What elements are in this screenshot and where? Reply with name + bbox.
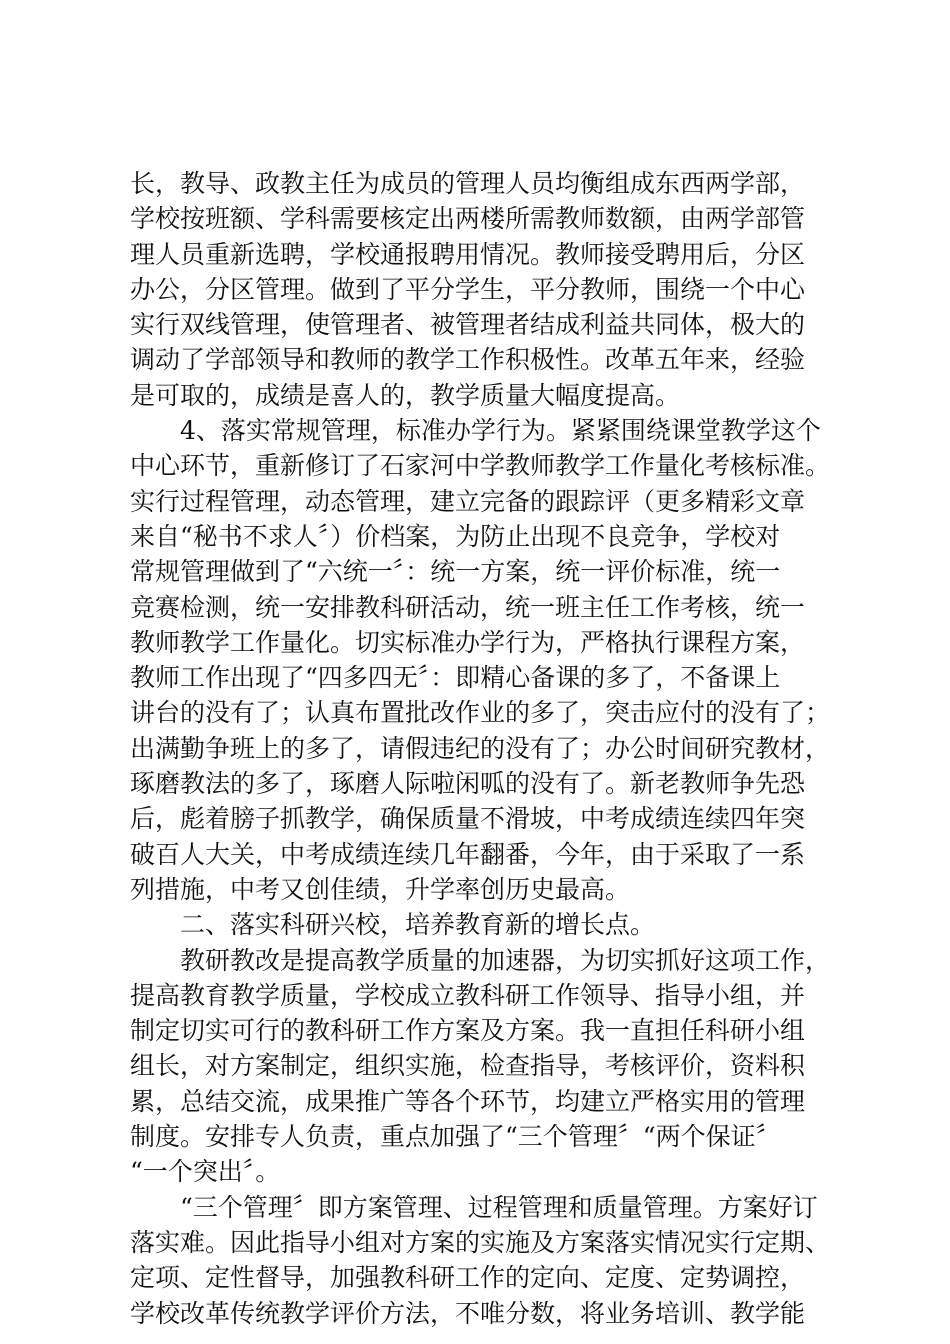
document-body [130, 166, 830, 1331]
text-line: 累，总结交流，成果推广等各个环节，均建立严格实用的管理 [130, 1086, 806, 1116]
text-line: 定项、定性督导，加强教科研工作的定向、定度、定势调控， [130, 1263, 806, 1293]
text-line: “三个管理〞即方案管理、过程管理和质量管理。方案好订 [180, 1192, 818, 1222]
text-line: 琢磨教法的多了，琢磨人际啦闲呱的没有了。新老教师争先恐 [130, 769, 806, 799]
text-line: 学校改革传统教学评价方法，不唯分数，将业务培训、教学能 [130, 1298, 806, 1328]
text-line: 中心环节，重新修订了石家河中学教师教学工作量化考核标准。 [130, 451, 831, 481]
text-line: 实行过程管理，动态管理，建立完备的跟踪评（更多精彩文章 [130, 486, 806, 516]
text-line: 学校按班额、学科需要核定出两楼所需教师数额，由两学部管 [130, 204, 806, 234]
text-line: 二、落实科研兴校，培养教育新的增长点。 [180, 910, 656, 940]
text-line: 落实难。因此指导小组对方案的实施及方案落实情况实行定期、 [130, 1227, 831, 1257]
text-line: 制度。安排专人负责，重点加强了“三个管理〞“两个保证〞 [130, 1122, 781, 1152]
text-line: 教研教改是提高教学质量的加速器，为切实抓好这项工作， [180, 945, 831, 975]
text-line: 来自“秘书不求人〞）价档案，为防止出现不良竞争，学校对 [130, 521, 781, 551]
text-line: 实行双线管理，使管理者、被管理者结成利益共同体，极大的 [130, 310, 806, 340]
text-line: 出满勤争班上的多了，请假违纪的没有了；办公时间研究教材， [130, 733, 831, 763]
text-line: 组长，对方案制定，组织实施，检查指导，考核评价，资料积 [130, 1051, 806, 1081]
text-line: 讲台的没有了；认真布置批改作业的多了，突击应付的没有了； [130, 698, 831, 728]
text-line: 提高教育教学质量，学校成立教科研工作领导、指导小组，并 [130, 980, 806, 1010]
text-line: 列措施，中考又创佳绩，升学率创历史最高。 [130, 874, 631, 904]
text-line: 后，彪着膀子抓教学，确保质量不滑坡，中考成绩连续四年突 [130, 804, 806, 834]
text-line: 理人员重新选聘，学校通报聘用情况。教师接受聘用后，分区 [130, 239, 806, 269]
text-line: 教师工作出现了“四多四无〞：即精心备课的多了，不备课上 [130, 663, 781, 693]
text-line: 竞赛检测，统一安排教科研活动，统一班主任工作考核，统一 [130, 592, 806, 622]
text-line: 是可取的，成绩是喜人的，教学质量大幅度提高。 [130, 380, 681, 410]
text-line: 长，教导、政教主任为成员的管理人员均衡组成东西两学部， [130, 169, 806, 198]
text-line: 4、落实常规管理，标准办学行为。紧紧围绕课堂教学这个 [180, 416, 821, 446]
text-line: 制定切实可行的教科研工作方案及方案。我一直担任科研小组 [130, 1016, 806, 1046]
text-line: 调动了学部领导和教师的教学工作积极性。改革五年来，经验 [130, 345, 806, 375]
text-line: “一个突出〞。 [130, 1157, 281, 1187]
text-line: 教师教学工作量化。切实标准办学行为，严格执行课程方案， [130, 627, 806, 657]
text-line: 办公，分区管理。做到了平分学生，平分教师，围绕一个中心 [130, 274, 806, 304]
text-line: 常规管理做到了“六统一〞：统一方案，统一评价标准，统一 [130, 557, 781, 587]
text-line: 破百人大关，中考成绩连续几年翻番，今年，由于采取了一系 [130, 839, 806, 869]
